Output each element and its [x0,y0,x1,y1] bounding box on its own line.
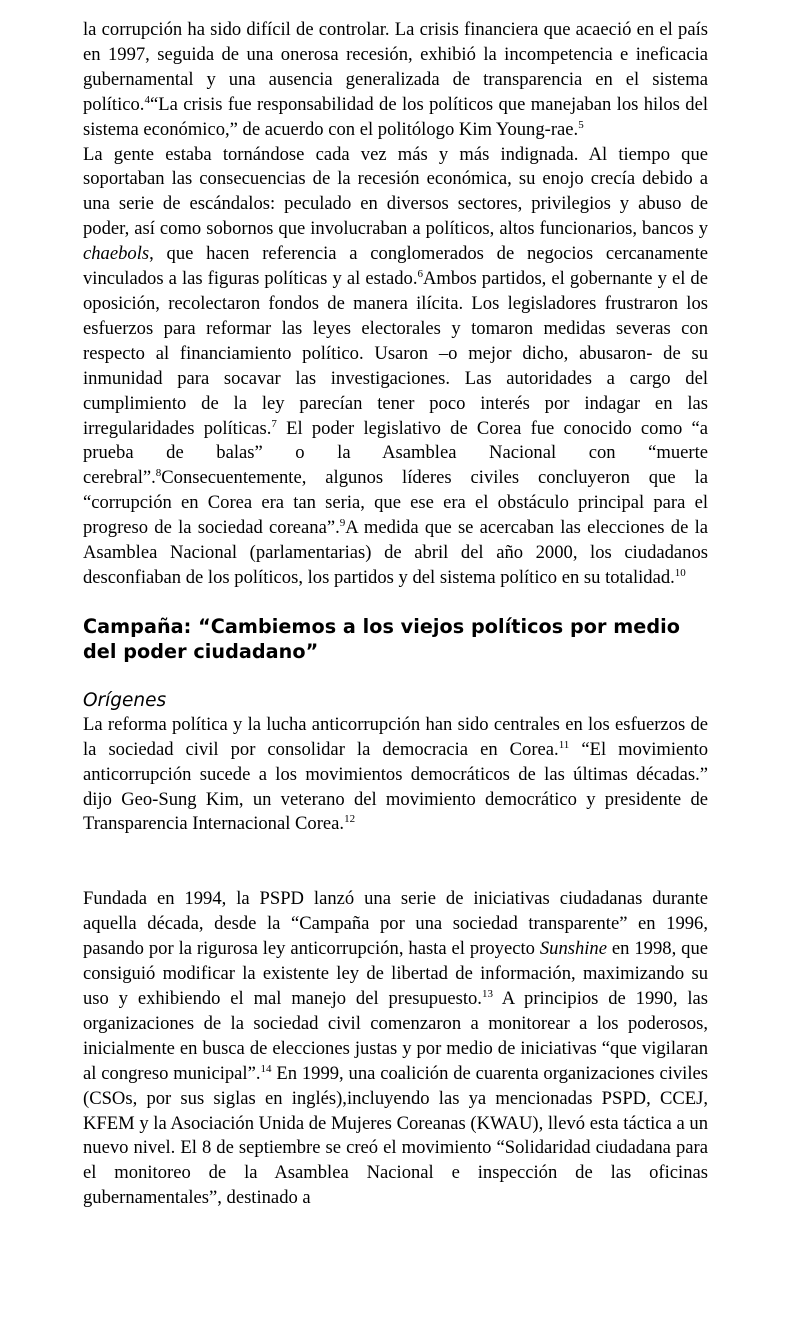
paragraph-text: La gente estaba tornándose cada vez más y más indignada. Al tiempo que soportaban las consecuencias de la recesión económica, su enojo crecía debido a una serie de escándalos: peculado en diversos sectores, privilegios y abuso de poder, así como sobornos que involucraban a políticos, altos funcionarios, bancos y [83,143,708,240]
footnote-ref: 8 [155,467,162,480]
paragraph-text: “El movimiento anticorrupción sucede a los movimientos democráticos de las últimas décadas.” dijo Geo-Sung Kim, un veterano del movimiento democrático y presidente de Transparencia Internacional Corea. [83,738,708,835]
subsection-heading: Orígenes [83,689,167,711]
italic-term: chaebols [83,243,150,265]
paragraph-text: A medida que se acercaban las elecciones de la Asamblea Nacional (parlamentarias) de abril del año 2000, los ciudadanos desconfiaban de los políticos, los partidos y del sistema político en su totalidad. [83,517,708,588]
footnote-ref: 11 [558,738,570,751]
paragraph-text: , que hacen referencia a conglomerados de negocios cercanamente vinculados a las figuras políticas y al estado. [83,243,708,290]
paragraph-text: El poder legislativo de Corea fue conocido como “a prueba de balas” o la Asamblea Nacional con “muerte cerebral”. [83,417,708,489]
paragraph-text: Fundada en 1994, la PSPD lanzó una serie de iniciativas ciudadanas durante aquella década, desde la “Campaña por una sociedad transparente” en 1996, pasando por la rigurosa ley anticorrupción, hasta el proyecto [83,888,708,960]
paragraph-text: La reforma política y la lucha anticorrupción han sido centrales en los esfuerzos de la sociedad civil por consolidar la democracia en Corea. [83,713,708,760]
paragraph-indignation [83,143,708,591]
footnote-ref: 10 [674,566,686,579]
paragraph-text: Ambos partidos, el gobernante y el de oposición, recolectaron fondos de manera ilícita. Los legisladores frustraron los esfuerzos para reformar las leyes electorales y tomaron medidas severas con respecto al financiamiento político. Usaron –o mejor dicho, abusaron- de su inmunidad para socavar las investigaciones. Las autoridades a cargo del cumplimiento de la ley parecían tener poco interés por indagar en las irregularidades políticas. [83,268,708,439]
paragraph-text: la corrupción ha sido difícil de controlar. La crisis financiera que acaeció en el país en 1997, seguida de una onerosa recesión, exhibió la incompetencia e ineficacia gubernamental y una ausencia generalizada de transparencia en el sistema político. [83,19,708,115]
paragraph-crisis [83,18,708,143]
paragraph-text: Consecuentemente, algunos líderes civiles concluyeron que la “corrupción en Corea era tan seria, que ese era el obstáculo principal para el progreso de la sociedad coreana”. [83,467,708,539]
footnote-ref: 4 [144,93,150,106]
italic-term: Sunshine [539,938,607,960]
footnote-ref: 14 [260,1062,272,1075]
footnote-ref: 5 [578,118,584,131]
document-page [83,18,708,1211]
paragraph-origins [83,713,708,838]
footnote-ref: 12 [344,813,356,826]
section-heading: Campaña: “Cambiemos a los viejos políticos por medio del poder ciudadano” [83,614,680,663]
paragraph-pspd [83,887,708,1211]
paragraph-text: En 1999, una coalición de cuarenta organizaciones civiles (CSOs, por sus siglas en inglés),incluyendo las ya mencionadas PSPD, CCEJ, KFEM y la Asociación Unida de Mujeres Coreanas (KWAU), llevó esta táctica a un nuevo nivel. El 8 de septiembre se creó el movimiento “Solidaridad ciudadana para el monitoreo de la Asamblea Nacional e inspección de las oficinas gubernamentales”, destinado a [83,1062,708,1209]
paragraph-text: A principios de 1990, las organizaciones de la sociedad civil comenzaron a monitorear a los poderosos, inicialmente en busca de elecciones justas y por medio de iniciativas “que vigilaran al congreso municipal”. [83,988,708,1084]
footnote-ref: 13 [481,988,493,1000]
footnote-ref: 9 [339,517,346,530]
paragraph-text: “La crisis fue responsabilidad de los políticos que manejaban los hilos del sistema económico,” de acuerdo con el politólogo Kim Young-rae. [83,93,708,140]
footnote-ref: 7 [271,417,277,430]
paragraph-text: en 1998, que consiguió modificar la existente ley de libertad de información, maximizando su uso y exhibiendo el mal manejo del presupuesto. [83,938,708,1009]
footnote-ref: 6 [417,268,423,281]
